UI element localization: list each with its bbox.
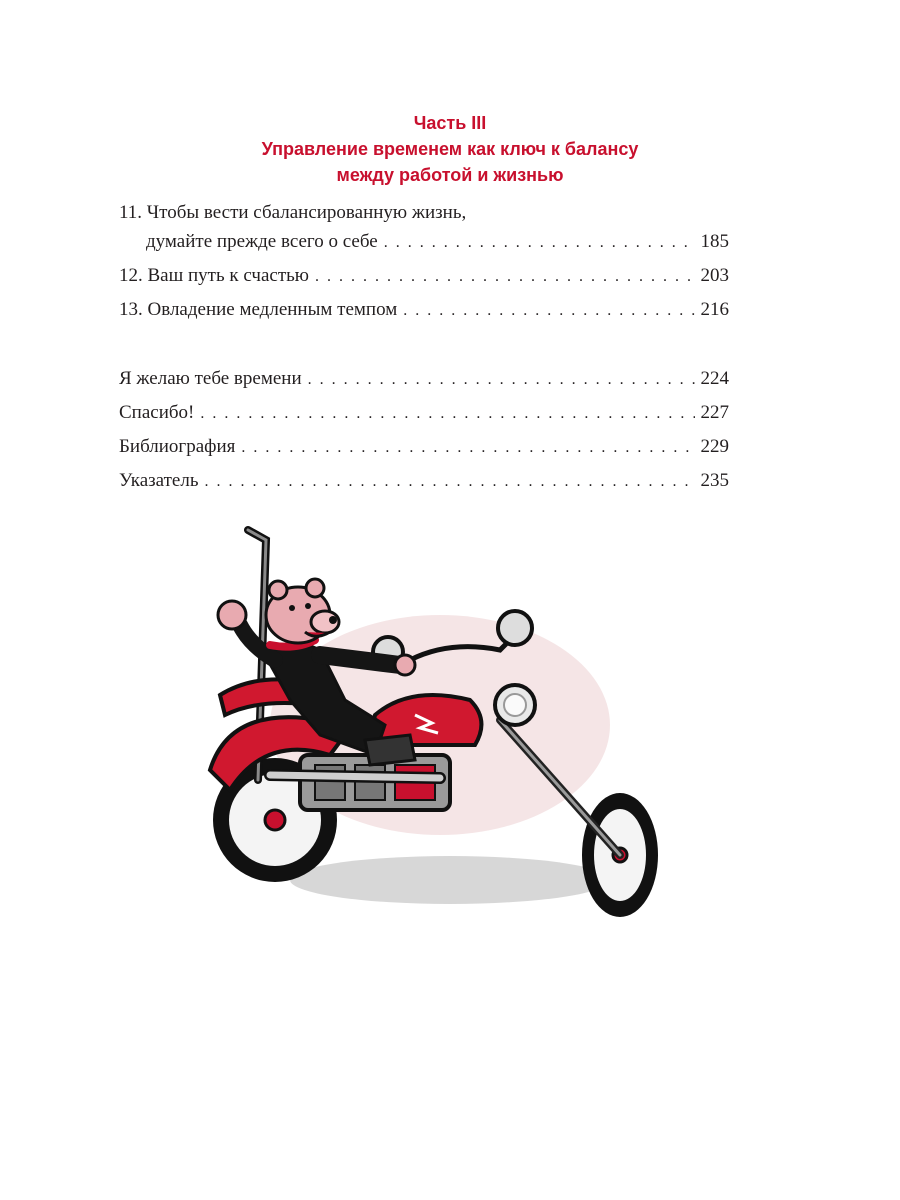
toc-entry-page: 235 [700, 470, 729, 491]
part-title-line-2: между работой и жизнью [336, 165, 564, 185]
toc-entry-page: 203 [700, 265, 729, 286]
toc-entry[interactable] [119, 265, 729, 293]
toc-entry[interactable] [119, 231, 729, 259]
toc-entry[interactable] [119, 436, 729, 464]
toc-entry-title: думайте прежде всего о себе [146, 231, 378, 252]
toc-entry-title: Библиография [119, 436, 236, 457]
toc-entry-page: 216 [700, 299, 729, 320]
toc-entry[interactable] [119, 470, 729, 498]
dot-leader [308, 371, 695, 389]
part-title-line-1: Управление временем как ключ к балансу [261, 139, 639, 159]
toc-entry-title: Спасибо! [119, 402, 195, 423]
dot-leader [200, 405, 694, 423]
dot-leader [384, 234, 695, 252]
toc-entry-page: 224 [700, 368, 729, 389]
toc-entry-title: Я желаю тебе времени [119, 368, 302, 389]
toc-entry-title: 12. Ваш путь к счастью [119, 265, 309, 286]
toc-entry-title: Указатель [119, 470, 199, 491]
toc-entry[interactable] [119, 368, 729, 396]
toc-entry-page: 185 [700, 231, 729, 252]
dot-leader [403, 302, 694, 320]
toc-entry-title: 13. Овладение медленным темпом [119, 299, 398, 320]
dot-leader [205, 473, 695, 491]
toc-entry-page: 229 [700, 436, 729, 457]
toc-entry-11-line1: 11. Чтобы вести сбалансированную жизнь, [119, 202, 467, 223]
part-label: Часть III [413, 113, 487, 133]
toc-entry[interactable] [119, 299, 729, 327]
bear-motorcycle-illustration [170, 520, 670, 940]
toc-entry[interactable] [119, 402, 729, 430]
dot-leader [315, 268, 695, 286]
part-header [0, 110, 900, 188]
dot-leader [241, 439, 694, 457]
toc-entry-page: 227 [700, 402, 729, 423]
